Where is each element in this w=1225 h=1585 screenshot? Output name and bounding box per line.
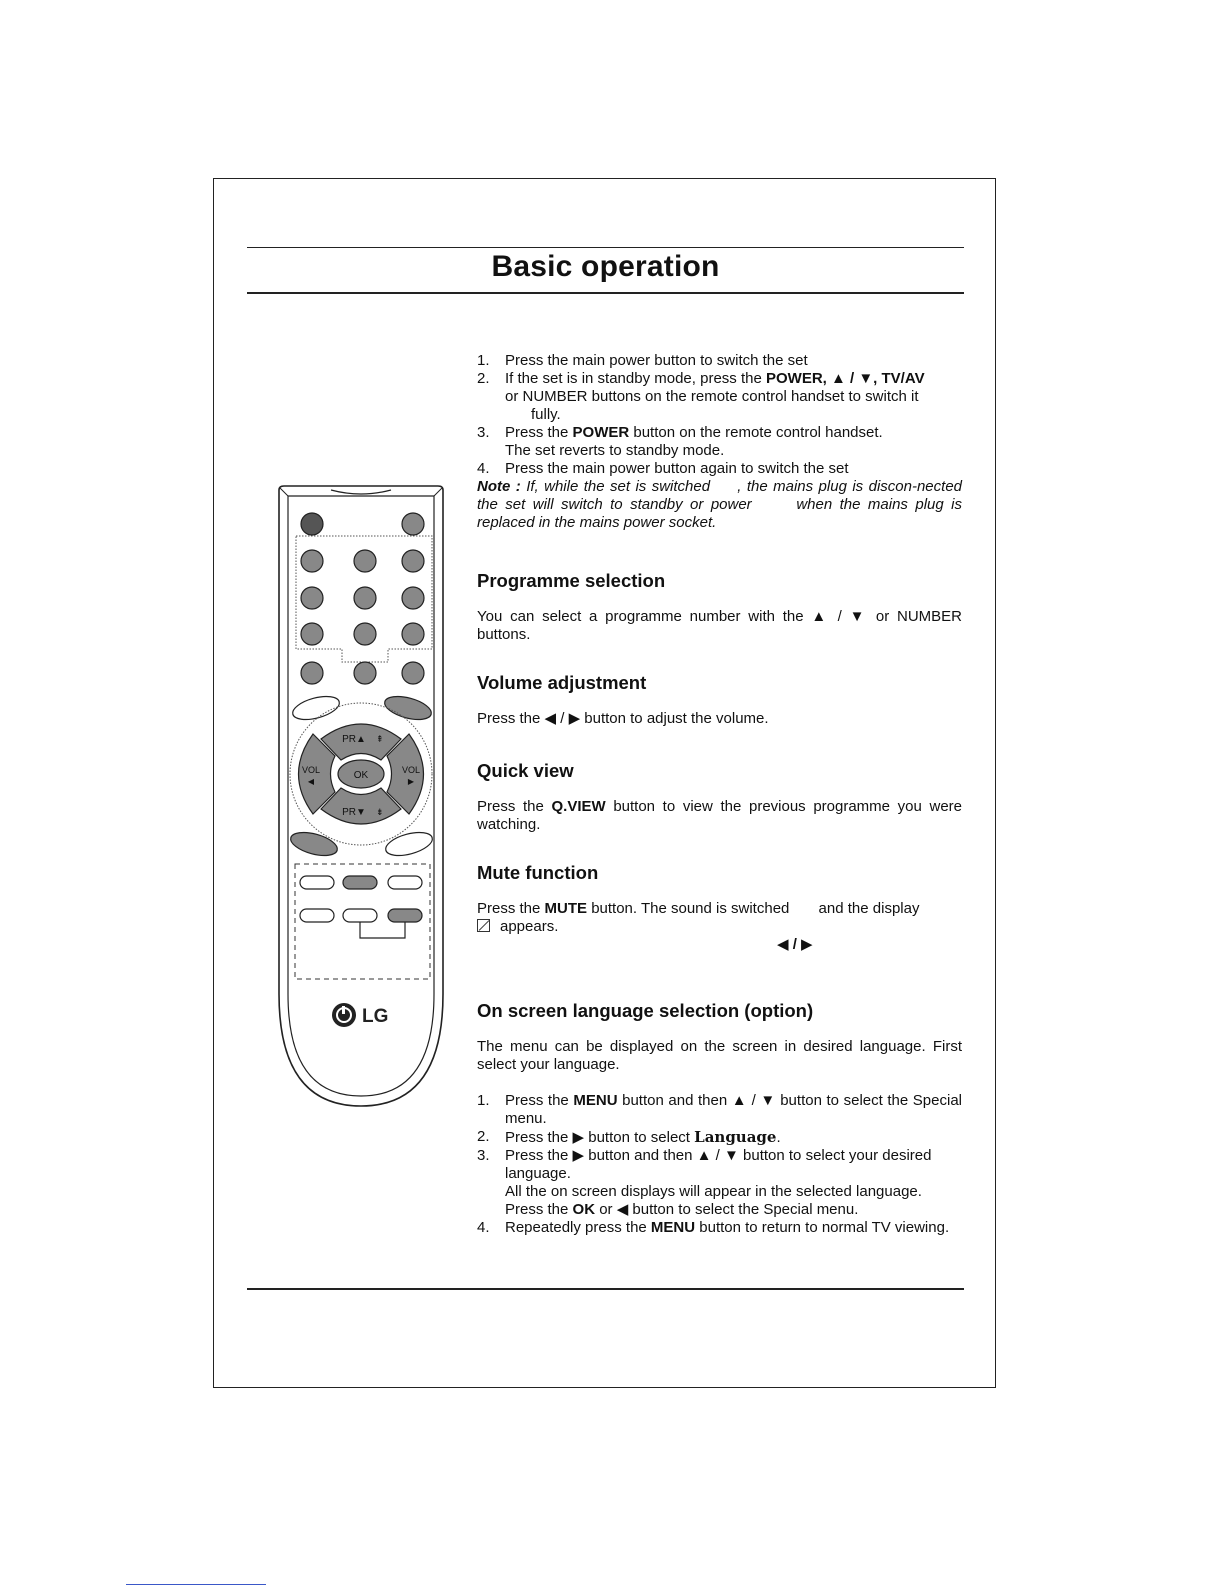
svg-text:▶: ▶: [407, 777, 415, 786]
title-rule-bottom: [247, 292, 964, 294]
ok-label: OK: [353, 770, 369, 781]
language-step-1: 1. Press the MENU button and then ▲ / ▼ button to select the Special menu.: [477, 1092, 962, 1127]
quickview-heading: Quick view: [477, 760, 574, 781]
footer-rule: [247, 1288, 964, 1290]
mute-display-line: appears.: [477, 918, 962, 936]
content-column: [477, 352, 967, 1237]
language-steps: [477, 1092, 962, 1237]
mute-heading: Mute function: [477, 862, 599, 883]
language-step-4: 4. Repeatedly press the MENU button to return to normal TV viewing.: [477, 1219, 950, 1236]
mute-text: Press the MUTE button. The sound is switched and the display: [477, 900, 920, 917]
brand-logo-text: LG: [362, 1006, 389, 1027]
pr-up-label: PR▲: [342, 734, 366, 745]
intro-step-3: 3. Press the POWER button on the remote control handset. The set reverts to standby mode.: [477, 424, 883, 459]
note-paragraph: [477, 478, 967, 532]
language-step-3: 3. Press the ▶ button and then ▲ / ▼ button to select your desired language. All the on screen displays will appear in the selected language. Press the OK or ◀ button to select the Special menu.: [477, 1147, 932, 1218]
svg-text:⇞: ⇞: [376, 735, 384, 745]
intro-step-4: 4. Press the main power button again to switch the set: [477, 460, 849, 477]
title-rule-top: [247, 247, 964, 248]
intro-steps: [477, 352, 962, 478]
mute-icon: [477, 919, 490, 932]
vol-right-label: VOL: [401, 765, 421, 775]
language-heading: On screen language selection (option): [477, 1000, 814, 1021]
page-title: Basic operation: [491, 250, 720, 283]
language-intro: The menu can be displayed on the screen in desired language. First select your language.: [477, 1038, 962, 1073]
section-programme: [477, 572, 962, 644]
mute-arrows: ◀ / ▶: [777, 936, 813, 953]
section-mute: [477, 864, 962, 954]
section-quickview: [477, 762, 962, 834]
svg-text:◀: ◀: [307, 777, 315, 786]
intro-step-2: 2. If the set is in standby mode, press the POWER, ▲ / ▼, TV/AV or NUMBER buttons on the remote control handset to switch it fully.: [477, 370, 925, 423]
note-label: Note :: [477, 478, 521, 495]
note-text: If, while the set is switched , the mains plug is discon-nected the set will switch to standby or power when the mains plug is replaced in the mains power socket.: [477, 478, 967, 531]
section-language: [477, 1002, 962, 1237]
language-step-2: 2. Press the ▶ button to select Language.: [477, 1128, 781, 1146]
volume-text: Press the ◀ / ▶ button to adjust the volume.: [477, 710, 769, 727]
intro-step-1: 1. Press the main power button to switch the set: [477, 352, 808, 369]
programme-text: You can select a programme number with the ▲ / ▼ or NUMBER buttons.: [477, 608, 962, 643]
vol-left-label: VOL: [301, 765, 321, 775]
quickview-text: Press the Q.VIEW button to view the previous programme you were watching.: [477, 798, 963, 833]
pr-down-label: PR▼: [342, 807, 366, 818]
volume-heading: Volume adjustment: [477, 672, 647, 693]
remote-control-illustration: [276, 484, 446, 1109]
programme-heading: Programme selection: [477, 570, 666, 591]
section-volume: [477, 674, 962, 728]
svg-text:⇟: ⇟: [376, 808, 384, 818]
